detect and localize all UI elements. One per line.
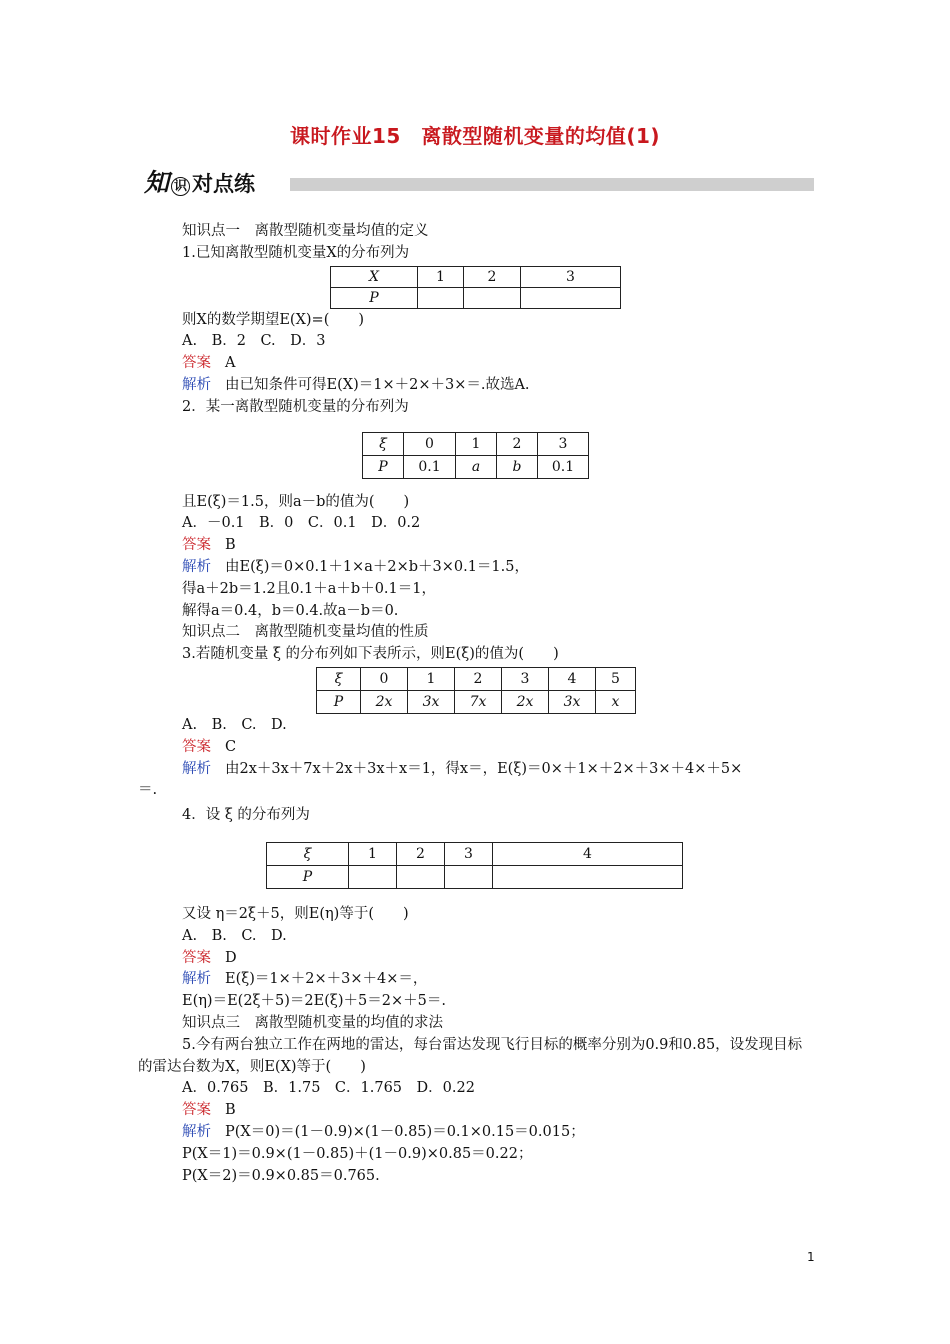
table-cell: P	[363, 455, 404, 478]
q2-answer: 答案 B	[182, 537, 236, 554]
table-cell: 4	[493, 842, 683, 865]
table-cell: ξ	[267, 842, 349, 865]
q4-analysis: 解析 E(ξ)＝1×＋2×＋3×＋4×＝，	[182, 971, 428, 988]
table-cell: 2x	[361, 690, 408, 713]
table-cell: 2x	[502, 690, 549, 713]
section-heading: 知识点一 离散型随机变量均值的定义	[182, 223, 429, 239]
section-heading: 知识点二 离散型随机变量均值的性质	[182, 624, 429, 641]
q1-distribution-table	[330, 266, 621, 309]
answer-label: 答案	[182, 949, 211, 966]
table-cell: 4	[549, 667, 596, 690]
table-cell: ξ	[317, 667, 361, 690]
table-cell: 0	[404, 432, 456, 455]
q3-stem: 3.若随机变量 ξ 的分布列如下表所示，则E(ξ)的值为( )	[182, 646, 559, 663]
table-cell	[397, 865, 445, 888]
q5-options: A．0.765 B．1.75 C．1.765 D．0.22	[182, 1080, 475, 1097]
table-cell: 0.1	[538, 455, 589, 478]
q1-options: A. B．2 C. D．3	[182, 333, 326, 350]
answer-label: 答案	[182, 355, 211, 372]
table-cell: 0.1	[404, 455, 456, 478]
table-cell: 3	[521, 266, 621, 287]
table-cell: 3	[538, 432, 589, 455]
q3-options: A. B. C. D.	[182, 716, 287, 733]
table-cell	[464, 287, 521, 308]
analysis-label: 解析	[182, 376, 211, 393]
table-cell: 1	[456, 432, 497, 455]
q2-analysis: 解析 由E(ξ)＝0×0.1＋1×a＋2×b＋3×0.1＝1.5，	[182, 558, 529, 575]
table-cell: 3x	[549, 690, 596, 713]
q4-question: 又设 η＝2ξ＋5，则E(η)等于( )	[182, 905, 409, 922]
q1-stem: 1.已知离散型随机变量X的分布列为	[182, 244, 410, 261]
table-cell: b	[497, 455, 538, 478]
answer-label: 答案	[182, 738, 211, 755]
table-cell: P	[317, 690, 361, 713]
table-cell: 1	[418, 266, 464, 287]
analysis-label: 解析	[182, 760, 211, 777]
table-cell: X	[331, 266, 418, 287]
table-cell: 3x	[408, 690, 455, 713]
q5-stem: 5.今有两台独立工作在两地的雷达，每台雷达发现飞行目标的概率分别为0.9和0.85，设发现目标的雷达台数为X，则E(X)等于( )	[138, 1036, 803, 1075]
q5-analysis-line: P(X＝1)＝0.9×(1－0.85)＋(1－0.9)×0.85＝0.22；	[182, 1145, 533, 1162]
q2-distribution-table	[362, 432, 589, 479]
table-cell: 5	[596, 667, 636, 690]
table-cell: ξ	[363, 432, 404, 455]
table-cell	[493, 865, 683, 888]
analysis-label: 解析	[182, 971, 211, 988]
q1-answer: 答案 A	[182, 355, 236, 372]
q4-answer: 答案 D	[182, 949, 237, 966]
table-cell	[418, 287, 464, 308]
q4-distribution-table	[266, 842, 683, 889]
page-title: 课时作业15 离散型随机变量的均值(1)	[289, 124, 661, 148]
table-cell: x	[596, 690, 636, 713]
q3-answer: 答案 C	[182, 738, 237, 755]
table-cell: 2	[455, 667, 502, 690]
answer-label: 答案	[182, 1102, 211, 1119]
banner-logo	[144, 162, 255, 204]
q2-analysis-line: 得a＋2b＝1.2且0.1＋a＋b＋0.1＝1，	[182, 580, 436, 597]
table-cell: 7x	[455, 690, 502, 713]
analysis-label: 解析	[182, 558, 211, 575]
q3-distribution-table	[316, 667, 636, 714]
table-cell	[349, 865, 397, 888]
table-cell: 2	[497, 432, 538, 455]
banner-bar	[290, 178, 814, 191]
q2-analysis-line: 解得a＝0.4，b＝0.4.故a－b＝0.	[182, 602, 399, 619]
q4-options: A. B. C. D.	[182, 927, 287, 944]
analysis-label: 解析	[182, 1123, 211, 1140]
q3-analysis: 解析 由2x＋3x＋7x＋2x＋3x＋x＝1，得x＝，E(ξ)＝0×＋1×＋2×＋3×＋4×＋5×	[182, 760, 743, 777]
table-cell: 2	[464, 266, 521, 287]
q3-analysis-tail: ＝.	[138, 782, 158, 799]
table-cell: 3	[502, 667, 549, 690]
q1-analysis: 解析 由已知条件可得E(X)＝1×＋2×＋3×＝.故选A.	[182, 376, 530, 393]
table-cell: 3	[445, 842, 493, 865]
banner-logo-ring-char: 识	[171, 177, 190, 196]
q1-question: 则X的数学期望E(X)=( )	[182, 311, 365, 328]
banner-logo-char: 知	[144, 168, 170, 197]
q2-question: 且E(ξ)＝1.5，则a－b的值为( )	[182, 493, 410, 510]
q2-options: A．－0.1 B．0 C．0.1 D．0.2	[182, 515, 421, 532]
table-cell: P	[267, 865, 349, 888]
table-cell: P	[331, 287, 418, 308]
q5-analysis: 解析 P(X＝0)＝(1－0.9)×(1－0.85)＝0.1×0.15＝0.015；	[182, 1123, 585, 1140]
q2-stem: 2．某一离散型随机变量的分布列为	[182, 398, 409, 415]
q5-answer: 答案 B	[182, 1102, 236, 1119]
q5-analysis-line: P(X＝2)＝0.9×0.85＝0.765.	[182, 1167, 380, 1184]
document-body	[138, 221, 822, 1187]
table-cell: a	[456, 455, 497, 478]
q4-analysis-line: E(η)＝E(2ξ＋5)＝2E(ξ)＋5＝2×＋5＝.	[182, 993, 446, 1010]
answer-label: 答案	[182, 537, 211, 554]
banner-logo-text: 对点练	[192, 172, 256, 196]
table-cell: 0	[361, 667, 408, 690]
section-heading: 知识点三 离散型随机变量的均值的求法	[182, 1014, 443, 1031]
table-cell: 1	[349, 842, 397, 865]
table-cell	[445, 865, 493, 888]
table-cell: 2	[397, 842, 445, 865]
page-number: 1	[807, 1250, 815, 1264]
table-cell	[521, 287, 621, 308]
table-cell: 1	[408, 667, 455, 690]
section-banner	[140, 162, 814, 204]
q4-stem: 4．设 ξ 的分布列为	[182, 807, 310, 824]
